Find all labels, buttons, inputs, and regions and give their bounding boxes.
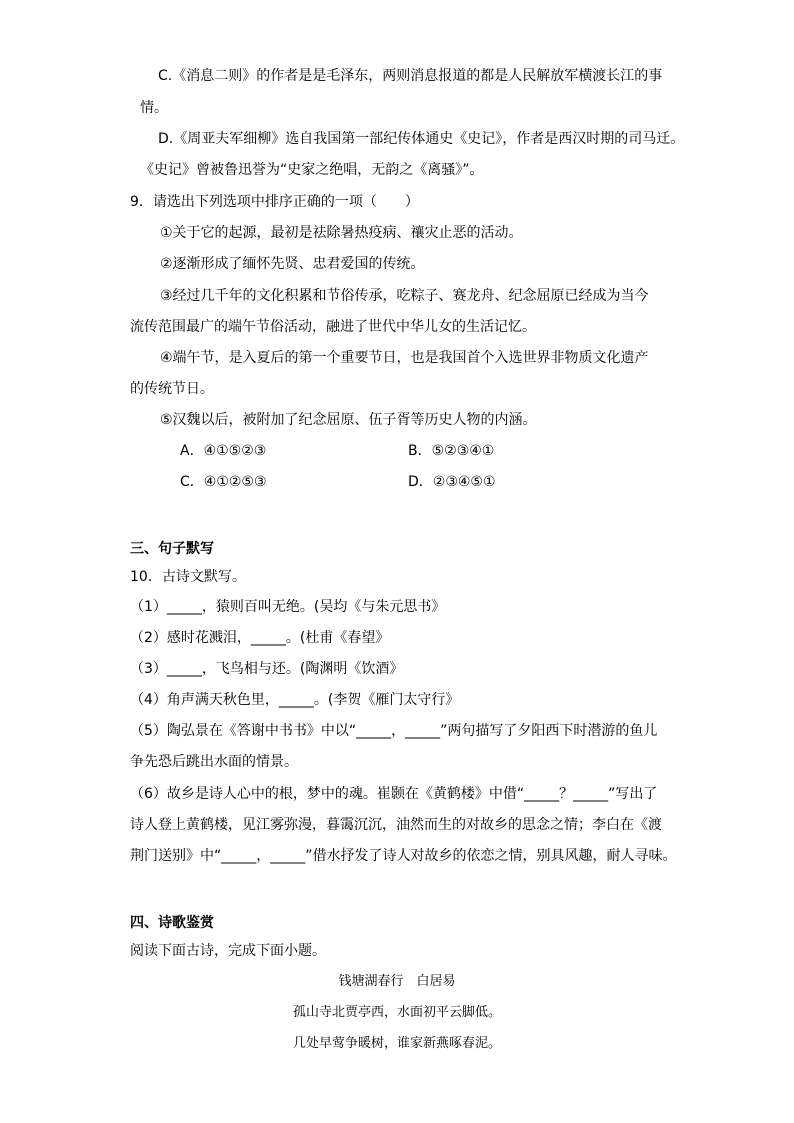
option-c-line1: C.《消息二则》的作者是是毛泽东，两则消息报道的都是人民解放军横渡长江的事 — [158, 68, 663, 84]
poem-title: 钱塘湖春行 白居易 — [338, 974, 456, 989]
option-d: D．②③④⑤① — [408, 474, 496, 490]
section-3-title: 三、句子默写 — [130, 541, 214, 557]
question-10-stem: 10．古诗文默写。 — [130, 569, 246, 585]
option-d-line2: 《史记》曾被鲁迅誉为“史家之绝唱，无韵之《离骚》”。 — [140, 162, 484, 178]
sentence-4-line1: ④端午节，是入夏后的第一个重要节日，也是我国首个入选世界非物质文化遗产 — [160, 350, 649, 366]
option-d-line1: D.《周亚夫军细柳》选自我国第一部纪传体通史《史记》，作者是西汉时期的司马迁。 — [158, 131, 685, 147]
dictation-item-6-line1: （6）故乡是诗人心中的根，梦中的魂。崔颢在《黄鹤楼》中借“_____？_____”写出了 — [130, 786, 658, 802]
sentence-2: ②逐渐形成了缅怀先贤、忠君爱国的传统。 — [160, 256, 425, 272]
sentence-1: ①关于它的起源，最初是祛除暑热疫病、禳灾止恶的活动。 — [160, 225, 523, 241]
sentence-3-line2: 流传范围最广的端午节俗活动，融进了世代中华儿女的生活记忆。 — [130, 319, 536, 335]
dictation-item-1: （1）_____，猿则百叫无绝。(吴均《与朱元思书》 — [130, 599, 446, 615]
sentence-3-line1: ③经过几千年的文化积累和节俗传承，吃粽子、赛龙舟、纪念屈原已经成为当今 — [160, 288, 649, 304]
dictation-item-6-line3: 荆门送别》中“_____，_____”借水抒发了诗人对故乡的依恋之情，别具风趣，耐人寻味。 — [130, 848, 677, 864]
dictation-item-2: （2）感时花溅泪，_____。(杜甫《春望》 — [130, 630, 390, 646]
option-c: C．④①②⑤③ — [180, 474, 267, 490]
poem-line-1: 孤山寺北贾亭西，水面初平云脚低。 — [292, 1005, 501, 1020]
option-a: A．④①⑤②③ — [180, 443, 267, 459]
section-4-instruction: 阅读下面古诗，完成下面小题。 — [130, 943, 326, 959]
sentence-4-line2: 的传统节日。 — [130, 381, 214, 397]
dictation-item-5-line2: 争先恐后跳出水面的情景。 — [130, 754, 298, 770]
option-c-line2: 情。 — [140, 100, 168, 116]
dictation-item-4: （4）角声满天秋色里，_____。(李贺《雁门太守行》 — [130, 692, 460, 708]
dictation-item-6-line2: 诗人登上黄鹤楼，见江雾弥漫，暮霭沉沉，油然而生的对故乡的思念之情；李白在《渡 — [130, 817, 662, 833]
poem-line-2: 几处早莺争暖树，谁家新燕啄春泥。 — [292, 1036, 501, 1051]
question-9-stem: 9．请选出下列选项中排序正确的一项（ ） — [130, 194, 419, 210]
option-b: B．⑤②③④① — [408, 443, 495, 459]
dictation-item-5-line1: （5）陶弘景在《答谢中书书》中以“_____，_____”两句描写了夕阳西下时潜游的鱼儿 — [130, 723, 658, 739]
section-4-title: 四、诗歌鉴赏 — [130, 915, 214, 931]
sentence-5: ⑤汉魏以后，被附加了纪念屈原、伍子胥等历史人物的内涵。 — [160, 412, 537, 428]
dictation-item-3: （3）_____，飞鸟相与还。(陶渊明《饮酒》 — [130, 661, 404, 677]
